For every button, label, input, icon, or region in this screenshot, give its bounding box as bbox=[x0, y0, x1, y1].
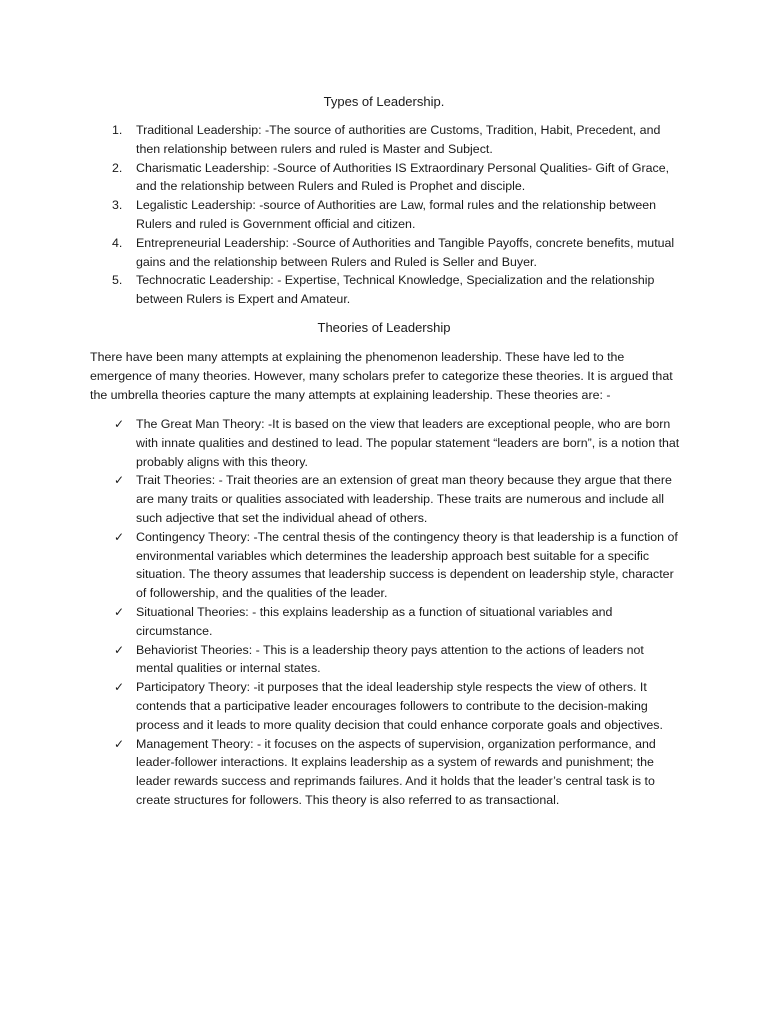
list-item-text: Contingency Theory: -The central thesis of the contingency theory is that leadership is a function of environmental variables which determines the leadership approach best suitable for a specific situation. The theory assumes that leadership success is dependent on leadership style, character of followership, and the qualities of the leader. bbox=[136, 529, 678, 601]
leadership-types-list bbox=[106, 121, 680, 309]
checkmark-icon: ✓ bbox=[114, 642, 125, 657]
list-item bbox=[106, 603, 680, 641]
checkmark-icon: ✓ bbox=[114, 417, 125, 431]
list-item bbox=[106, 415, 680, 471]
list-item-text: Technocratic Leadership: - Expertise, Technical Knowledge, Specialization and the relationship between Rulers is Expert and Amateur. bbox=[136, 273, 655, 307]
list-item bbox=[106, 121, 680, 159]
checkmark-icon: ✓ bbox=[114, 604, 125, 619]
list-item-text: Trait Theories: - Trait theories are an extension of great man theory because they argue that there are many traits or qualities associated with leadership. These traits are numerous and include all such adjective that set the individual ahead of others. bbox=[136, 473, 672, 525]
list-item-text: Charismatic Leadership: -Source of Authorities IS Extraordinary Personal Qualities- Gift of Grace, and the relationship between Rulers and Ruled is Prophet and disciple. bbox=[136, 160, 670, 194]
list-number: 4. bbox=[112, 235, 123, 250]
list-item bbox=[106, 271, 680, 309]
list-item bbox=[106, 471, 680, 527]
list-number: 1. bbox=[112, 123, 123, 137]
list-item-text: Entrepreneurial Leadership: -Source of Authorities and Tangible Payoffs, concrete benefits, mutual gains and the relationship between Rulers and Ruled is Seller and Buyer. bbox=[136, 235, 675, 269]
list-item-text: Participatory Theory: -it purposes that the ideal leadership style respects the view of others. It contends that a participative leader encourages followers to contribute to the decision-making process and it leads to more quality decision that could enhance corporate goals and objectives. bbox=[136, 680, 663, 732]
list-number: 3. bbox=[112, 198, 123, 213]
checkmark-icon: ✓ bbox=[114, 736, 125, 751]
list-item bbox=[106, 196, 680, 234]
intro-paragraph: There have been many attempts at explaining the phenomenon leadership. These have led to the emergence of many theories. However, many scholars prefer to categorize these theories. It is argued that the umbrella theories capture the many attempts at explaining leadership. These theories are: - bbox=[90, 350, 673, 402]
list-item bbox=[106, 641, 680, 679]
checkmark-icon: ✓ bbox=[114, 529, 125, 544]
list-item-text: Behaviorist Theories: - This is a leadership theory pays attention to the actions of leaders not mental qualities or internal states. bbox=[136, 642, 644, 676]
list-number: 2. bbox=[112, 160, 123, 175]
checkmark-icon: ✓ bbox=[114, 473, 125, 488]
section-heading: Theories of Leadership bbox=[317, 320, 451, 335]
list-item-text: Management Theory: - it focuses on the aspects of supervision, organization performance, and leader-follower interactions. It explains leadership as a system of rewards and punishment; the leader rewards success and reprimands failures. And it holds that the leader’s central task is to create structures for followers. This theory is also referred to as transactional. bbox=[136, 736, 656, 807]
checkmark-icon: ✓ bbox=[114, 680, 125, 695]
list-item bbox=[106, 528, 680, 603]
list-item bbox=[106, 159, 680, 197]
list-number: 5. bbox=[112, 273, 123, 288]
list-item bbox=[106, 678, 680, 734]
theories-list bbox=[106, 415, 680, 810]
list-item bbox=[106, 234, 680, 272]
list-item-text: Legalistic Leadership: -source of Authorities are Law, formal rules and the relationship between Rulers and ruled is Government official and citizen. bbox=[136, 198, 657, 231]
document-title: Types of Leadership. bbox=[323, 94, 445, 109]
list-item-text: Situational Theories: - this explains leadership as a function of situational variables and circumstance. bbox=[136, 604, 613, 638]
list-item bbox=[106, 735, 680, 810]
list-item-text: The Great Man Theory: -It is based on the view that leaders are exceptional people, who are born with innate qualities and destined to lead. The popular statement “leaders are born”, is a notion that probably aligns with this theory. bbox=[136, 417, 680, 469]
list-item-text: Traditional Leadership: -The source of authorities are Customs, Tradition, Habit, Precedent, and then relationship between rulers and ruled is Master and Subject. bbox=[136, 123, 661, 156]
